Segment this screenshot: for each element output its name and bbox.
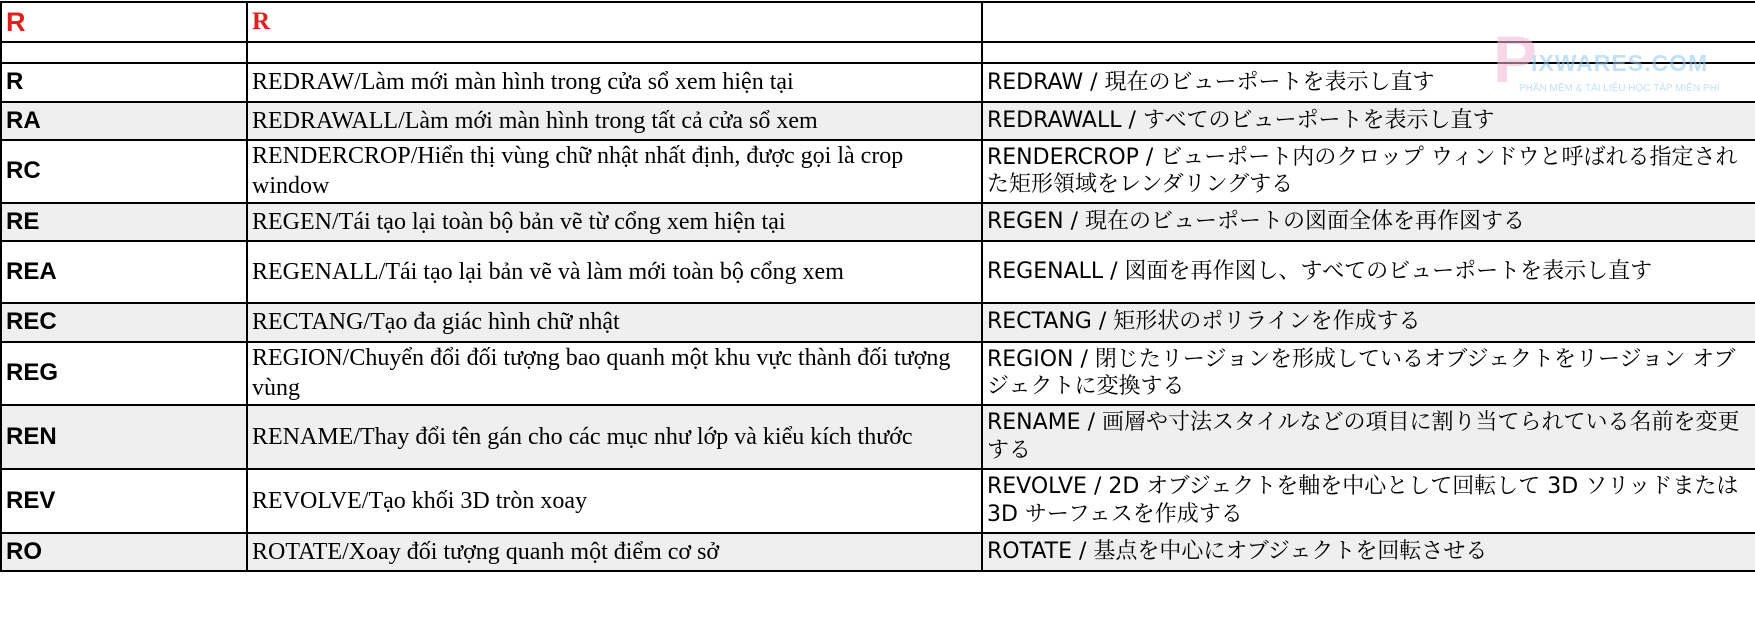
japanese-description-cell: RENDERCROP / ビューポート内のクロップ ウィンドウと呼ばれる指定された矩形領域をレンダリングする bbox=[982, 140, 1755, 203]
shortcut-cell: REN bbox=[1, 405, 247, 469]
japanese-description-cell: REDRAWALL / すべてのビューポートを表示し直す bbox=[982, 102, 1755, 140]
japanese-description-cell: RENAME / 画層や寸法スタイルなどの項目に割り当てられている名前を変更する bbox=[982, 405, 1755, 469]
vietnamese-description-cell: REDRAWALL/Làm mới màn hình trong tất cả cửa sổ xem bbox=[247, 102, 982, 140]
japanese-description-cell: REVOLVE / 2D オブジェクトを軸を中心として回転して 3D ソリッドまたは 3D サーフェスを作成する bbox=[982, 469, 1755, 533]
vietnamese-description-cell: REGEN/Tái tạo lại toàn bộ bản vẽ từ cổng xem hiện tại bbox=[247, 203, 982, 241]
table-row bbox=[1, 102, 1755, 140]
table-row bbox=[1, 303, 1755, 342]
command-table bbox=[0, 1, 1755, 572]
spacer-row bbox=[1, 42, 1755, 63]
spacer-cell bbox=[1, 42, 247, 63]
header-cell-japanese bbox=[982, 2, 1755, 42]
japanese-description-cell: REDRAW / 現在のビューポートを表示し直す bbox=[982, 63, 1755, 102]
table-row bbox=[1, 533, 1755, 571]
spacer-cell bbox=[982, 42, 1755, 63]
table-row bbox=[1, 241, 1755, 303]
spacer-cell bbox=[247, 42, 982, 63]
vietnamese-description-cell: REGION/Chuyển đổi đối tượng bao quanh một khu vực thành đối tượng vùng bbox=[247, 342, 982, 405]
table-row bbox=[1, 469, 1755, 533]
shortcut-cell: RC bbox=[1, 140, 247, 203]
vietnamese-description-cell: REDRAW/Làm mới màn hình trong cửa sổ xem hiện tại bbox=[247, 63, 982, 102]
shortcut-cell: REV bbox=[1, 469, 247, 533]
watermark-name: IXWARES.COM bbox=[1531, 50, 1709, 76]
japanese-description-cell: ROTATE / 基点を中心にオブジェクトを回転させる bbox=[982, 533, 1755, 571]
japanese-description-cell: RECTANG / 矩形状のポリラインを作成する bbox=[982, 303, 1755, 342]
watermark-mark: P bbox=[1493, 22, 1538, 96]
vietnamese-description-cell: RECTANG/Tạo đa giác hình chữ nhật bbox=[247, 303, 982, 342]
watermark-tagline: PHẦN MỀM & TÀI LIỆU HỌC TẬP MIỄN PHÍ bbox=[1519, 83, 1720, 94]
table-row bbox=[1, 140, 1755, 203]
table-header-row bbox=[1, 2, 1755, 42]
header-cell-shortcut: R bbox=[1, 2, 247, 42]
shortcut-cell: REC bbox=[1, 303, 247, 342]
vietnamese-description-cell: REGENALL/Tái tạo lại bản vẽ và làm mới toàn bộ cổng xem bbox=[247, 241, 982, 303]
shortcut-cell: RO bbox=[1, 533, 247, 571]
japanese-description-cell: REGENALL / 図面を再作図し、すべてのビューポートを表示し直す bbox=[982, 241, 1755, 303]
table-row bbox=[1, 405, 1755, 469]
vietnamese-description-cell: ROTATE/Xoay đối tượng quanh một điểm cơ sở bbox=[247, 533, 982, 571]
japanese-description-cell: REGION / 閉じたリージョンを形成しているオブジェクトをリージョン オブジェクトに変換する bbox=[982, 342, 1755, 405]
vietnamese-description-cell: REVOLVE/Tạo khối 3D tròn xoay bbox=[247, 469, 982, 533]
shortcut-cell: R bbox=[1, 63, 247, 102]
shortcut-cell: RE bbox=[1, 203, 247, 241]
header-cell-vietnamese: R bbox=[247, 2, 982, 42]
shortcut-cell: REG bbox=[1, 342, 247, 405]
japanese-description-cell: REGEN / 現在のビューポートの図面全体を再作図する bbox=[982, 203, 1755, 241]
vietnamese-description-cell: RENAME/Thay đổi tên gán cho các mục như lớp và kiểu kích thước bbox=[247, 405, 982, 469]
shortcut-cell: RA bbox=[1, 102, 247, 140]
table-row bbox=[1, 203, 1755, 241]
shortcut-cell: REA bbox=[1, 241, 247, 303]
table-row bbox=[1, 342, 1755, 405]
table-row bbox=[1, 63, 1755, 102]
vietnamese-description-cell: RENDERCROP/Hiển thị vùng chữ nhật nhất định, được gọi là crop window bbox=[247, 140, 982, 203]
